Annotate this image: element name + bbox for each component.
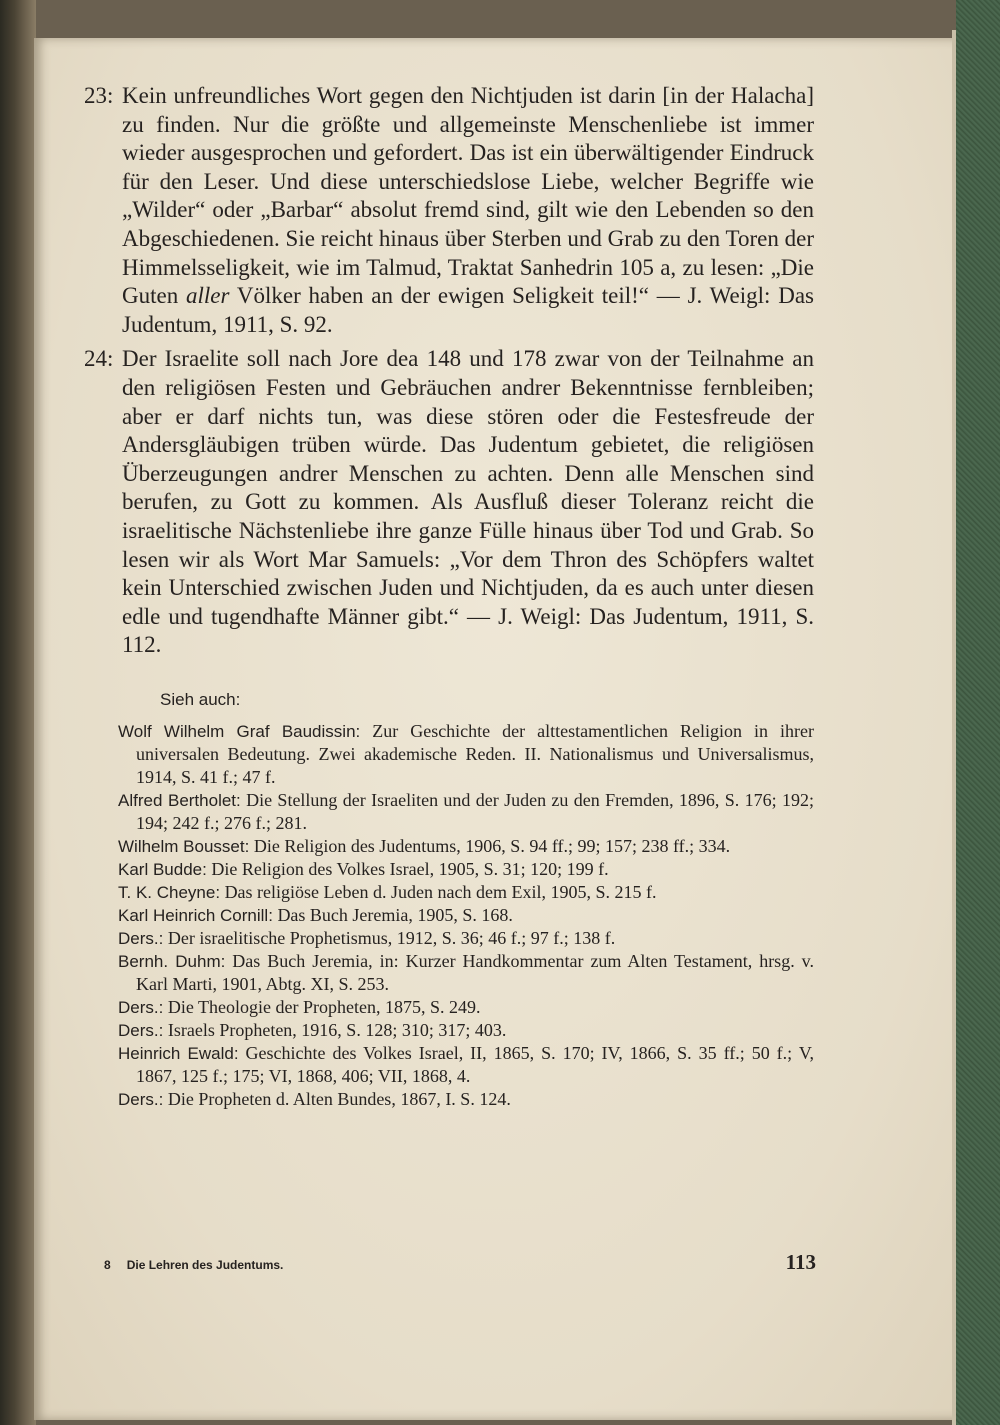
note-23 [84, 82, 814, 339]
reference-author: Heinrich Ewald: [118, 1043, 239, 1063]
note-text [122, 82, 814, 339]
reference-item [118, 835, 814, 858]
reference-author: Ders.: [118, 997, 164, 1017]
reference-text: Die Propheten d. Alten Bundes, 1867, I. S. 124. [163, 1088, 511, 1109]
reference-text: Das religiöse Leben d. Juden nach dem Exil, 1905, S. 215 f. [220, 881, 657, 902]
reference-item [118, 904, 814, 927]
book-binding [0, 0, 36, 1425]
reference-text: Der israelitische Prophetismus, 1912, S. 36; 46 f.; 97 f.; 138 f. [163, 927, 616, 948]
reference-list [84, 720, 814, 1111]
see-also-heading: Sieh auch: [160, 689, 241, 709]
reference-item [118, 1088, 814, 1111]
reference-author: Ders.: [118, 928, 164, 948]
reference-item [118, 950, 814, 996]
reference-item [118, 996, 814, 1019]
reference-author: Wilhelm Bousset: [118, 836, 250, 856]
reference-item [118, 720, 814, 789]
reference-item [118, 858, 814, 881]
reference-item [118, 1019, 814, 1042]
reference-author: Alfred Bertholet: [118, 790, 241, 810]
page-content [84, 82, 814, 1111]
reference-text: Die Religion des Judentums, 1906, S. 94 ff.; 99; 157; 238 ff.; 334. [249, 835, 731, 856]
reference-author: Ders.: [118, 1020, 164, 1040]
reference-text: Zur Geschichte der alttestamentlichen Religion in ihrer universalen Bedeutung. Zwei akademische Reden. II. Nationalismus und Universalismus, 1914, S. 41 f.; 47 f. [136, 720, 814, 787]
page-footer [104, 1250, 816, 1275]
note-24 [84, 345, 814, 660]
reference-author: Karl Budde: [118, 859, 207, 879]
reference-author: Ders.: [118, 1089, 164, 1109]
signature-number: 8 [104, 1258, 111, 1272]
reference-text: Die Theologie der Propheten, 1875, S. 249. [163, 996, 481, 1017]
reference-text: Geschichte des Volkes Israel, II, 1865, S. 170; IV, 1866, S. 35 ff.; 50 f.; V, 1867, 125 f.; 175; VI, 1868, 406; VII, 1868, 4. [136, 1042, 814, 1086]
page-number: 113 [785, 1250, 816, 1274]
reference-item [118, 1042, 814, 1088]
note-number: 24: [84, 346, 114, 372]
reference-text: Das Buch Jeremia, in: Kurzer Handkommentar zum Alten Testament, hrsg. v. Karl Marti, 1901, Abtg. XI, S. 253. [136, 950, 814, 994]
reference-text: Das Buch Jeremia, 1905, S. 168. [272, 904, 513, 925]
reference-text: Die Religion des Volkes Israel, 1905, S. 31; 120; 199 f. [206, 858, 609, 879]
reference-author: Wolf Wilhelm Graf Baudissin: [118, 721, 361, 741]
reference-author: Bernh. Duhm: [118, 951, 226, 971]
reference-text: Die Stellung der Israeliten und der Juden zu den Fremden, 1896, S. 176; 192; 194; 242 f.; 276 f.; 281. [136, 789, 814, 833]
reference-text: Israels Propheten, 1916, S. 128; 310; 317; 403. [163, 1019, 507, 1040]
book-cover-edge [956, 0, 1000, 1425]
signature-mark [104, 1258, 299, 1272]
reference-author: T. K. Cheyne: [118, 882, 221, 902]
note-number: 23: [84, 83, 114, 108]
note-text: Der Israelite soll nach Jore dea 148 und 178 zwar von der Teilnahme an den religiösen Festen und Gebräuchen andrer Bekenntnisse fernbleiben; aber er darf nichts tun, was diese stören oder die Festesfreude der Andersgläubigen trüben würde. Das Judentum gebietet, die religiösen Überzeugungen andrer Menschen zu achten. Denn alle Menschen sind berufen, zu Gott zu kommen. Als Ausfluß dieser Toleranz reicht die israelitische Nächstenliebe ihre ganze Fülle hinaus über Tod und Grab. So lesen wir als Wort Mar Samuels: „Vor dem Thron des Schöpfers waltet kein Unterschied zwischen Juden und Nichtjuden, da es auch unter diesen edle und tugendhafte Männer gibt.“ — J. Weigl: Das Judentum, 1911, S. 112. [122, 346, 814, 658]
note-text-part: Kein unfreundliches Wort gegen den Nichtjuden ist darin [in der Halacha] zu finden. Nur die größte und allgemeinste Menschenliebe ist immer wieder ausgesprochen und gefordert. Das ist ein überwältigender Eindruck für den Leser. Und diese unterschiedslose Liebe, welcher Begriffe wie „Wilder“ oder „Barbar“ absolut fremd sind, gilt wie den Lebenden so den Abgeschiedenen. Sie reicht hinaus über Sterben und Grab zu den Toren der Himmelsseligkeit, wie im Talmud, Traktat Sanhedrin 105 a, zu lesen: „Die Guten [122, 83, 814, 309]
signature-title: Die Lehren des Judentums. [126, 1258, 284, 1272]
reference-author: Karl Heinrich Cornill: [118, 905, 273, 925]
note-text-part: Völker haben an der ewigen Seligkeit teil!“ — J. Weigl: Das Judentum, 1911, S. 92. [122, 283, 814, 337]
reference-item [118, 927, 814, 950]
reference-item [118, 789, 814, 835]
note-emphasis: aller [186, 283, 230, 309]
reference-item [118, 881, 814, 904]
